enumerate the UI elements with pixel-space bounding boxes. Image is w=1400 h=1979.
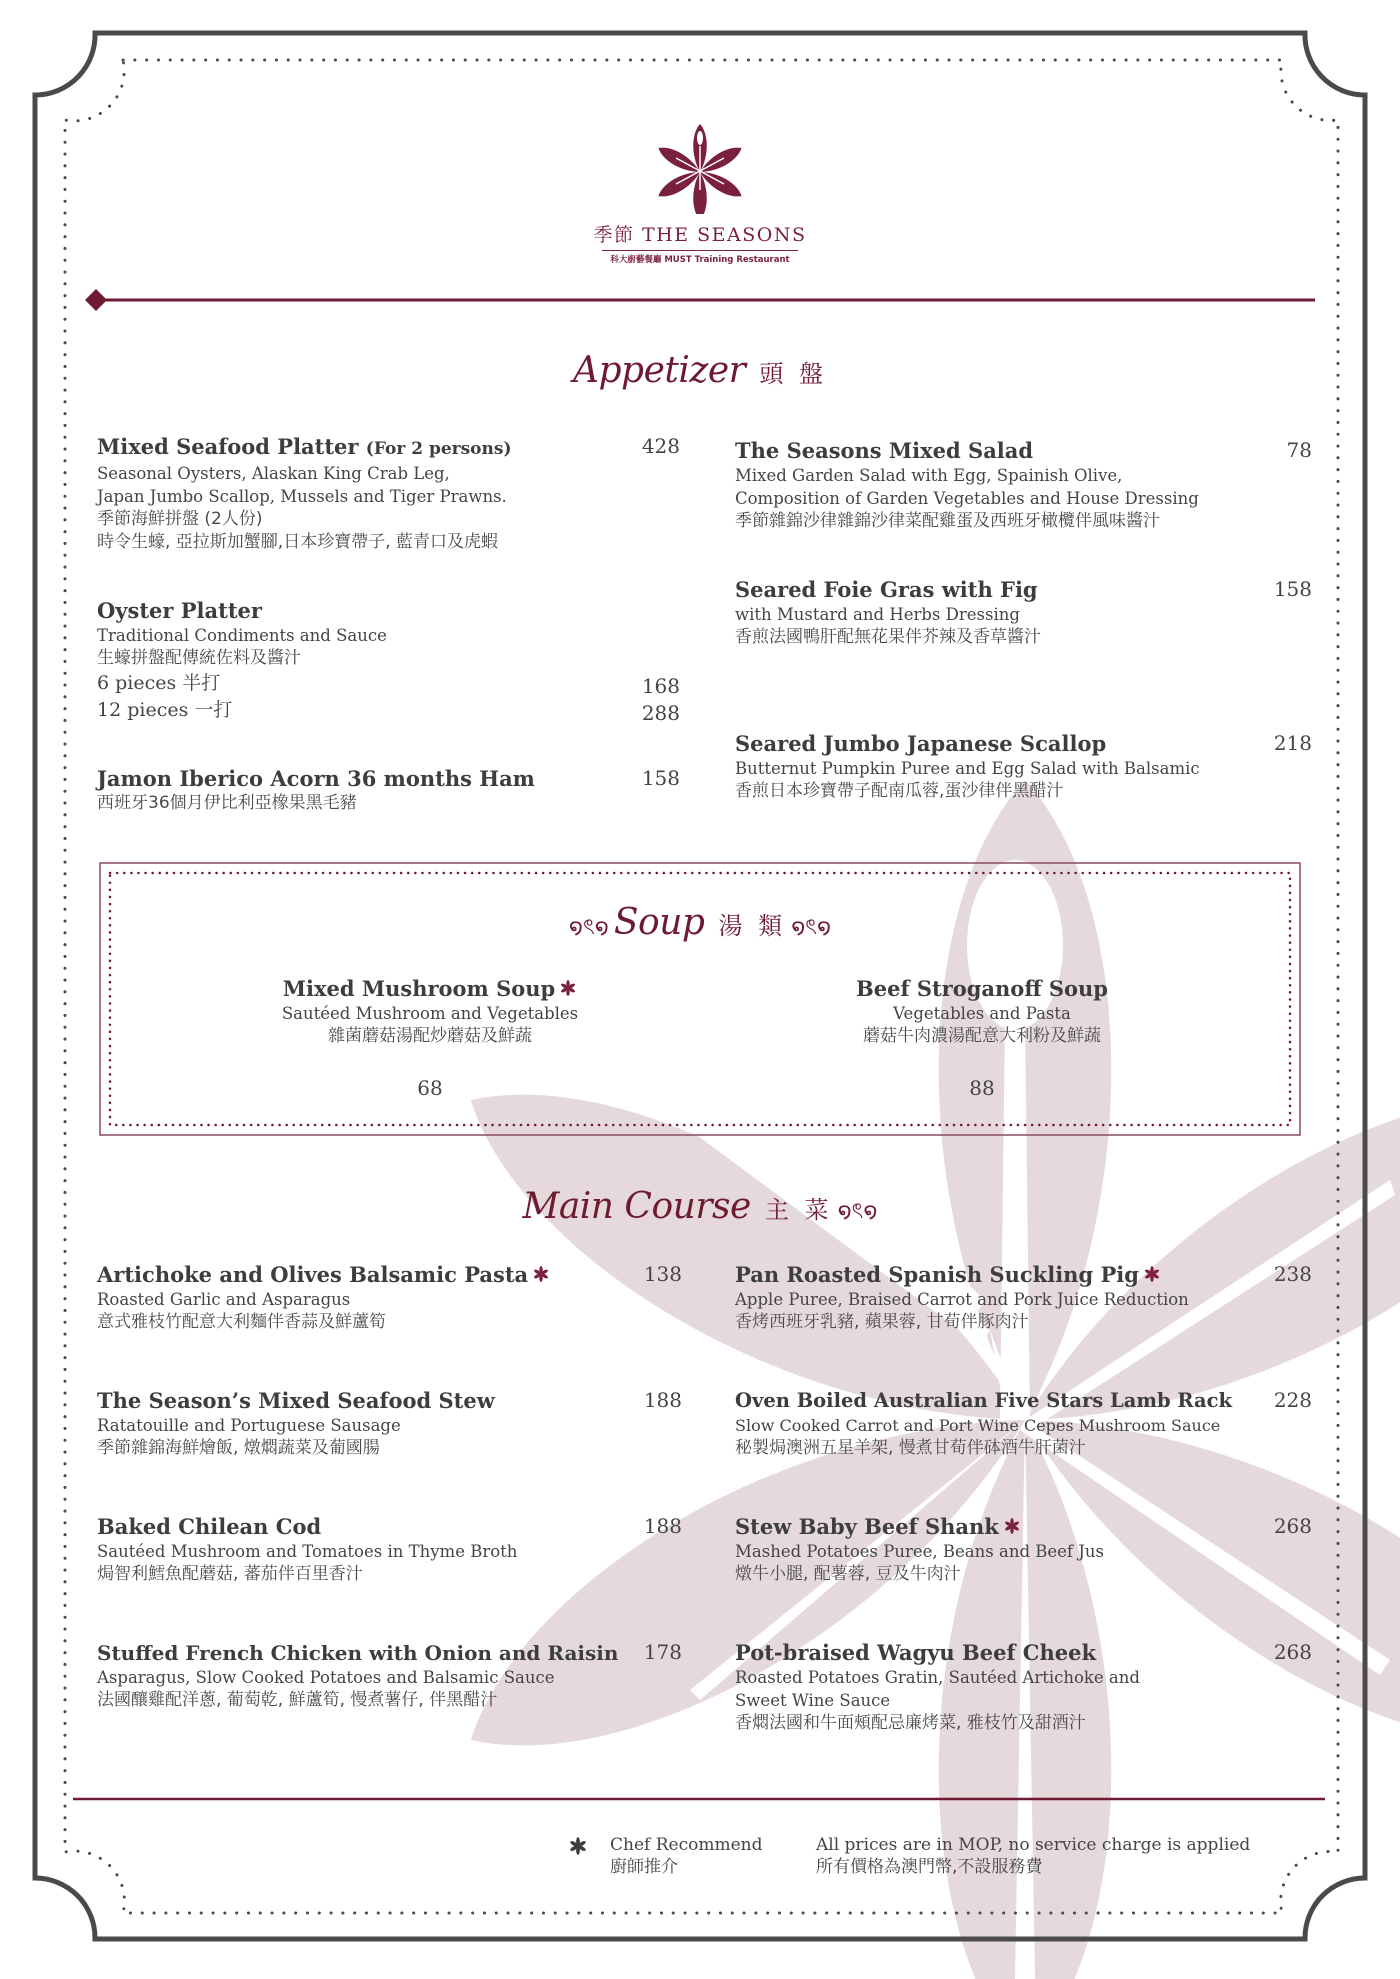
chef-recommend-icon	[532, 1265, 550, 1283]
chef-recommend-icon	[559, 979, 577, 997]
item-desc-zh: 香煎法國鴨肝配無花果伴芥辣及香草醬汁	[735, 627, 1041, 647]
menu-item-suckling-pig	[735, 1262, 1189, 1334]
item-price: 88	[969, 1076, 995, 1100]
item-desc: Sweet Wine Sauce	[735, 1691, 891, 1710]
item-name: Seared Foie Gras with Fig	[735, 577, 1038, 602]
item-name: Stew Baby Beef Shank	[735, 1514, 999, 1539]
item-desc: Ratatouille and Portuguese Sausage	[97, 1416, 401, 1435]
item-desc: Mixed Garden Salad with Egg, Spainish Olive,	[735, 466, 1123, 485]
item-price: 138	[643, 1262, 682, 1286]
item-desc: with Mustard and Herbs Dressing	[735, 605, 1020, 624]
item-price: 218	[1273, 731, 1312, 755]
menu-item-wagyu-beef-cheek	[735, 1640, 1140, 1735]
menu-item-seasons-mixed-salad	[735, 438, 1199, 533]
legend-label: Chef Recommend	[610, 1835, 763, 1855]
item-name: Baked Chilean Cod	[97, 1514, 322, 1539]
item-name: The Seasons Mixed Salad	[735, 438, 1034, 463]
appetizer-title-en: Appetizer	[573, 350, 746, 391]
item-name: The Season’s Mixed Seafood Stew	[97, 1388, 495, 1413]
item-name: Mixed Seafood Platter	[97, 434, 359, 459]
item-desc-zh: 意式雅枝竹配意大利麵伴香蒜及鮮蘆筍	[97, 1312, 386, 1332]
item-desc: Mashed Potatoes Puree, Beans and Beef Jus	[735, 1542, 1104, 1561]
logo-rule	[602, 250, 798, 251]
scroll-ornament-left-icon: ໑ৎ໑	[568, 915, 609, 940]
item-desc: Apple Puree, Braised Carrot and Pork Juice Reduction	[735, 1290, 1189, 1309]
menu-item-seared-jumbo-scallop	[735, 731, 1200, 803]
price-note-en: All prices are in MOP, no service charge is applied	[816, 1835, 1251, 1855]
item-name: Artichoke and Olives Balsamic Pasta	[97, 1262, 529, 1287]
item-desc: Traditional Condiments and Sauce	[97, 626, 387, 645]
item-price: 68	[417, 1076, 443, 1100]
item-desc: Roasted Garlic and Asparagus	[97, 1290, 351, 1309]
item-name: Oyster Platter	[97, 598, 262, 623]
menu-item-artichoke-pasta	[97, 1262, 550, 1334]
menu-item-mixed-seafood-stew	[97, 1388, 495, 1460]
menu-item-lamb-rack	[735, 1388, 1232, 1460]
item-name: Pot-braised Wagyu Beef Cheek	[735, 1640, 1097, 1665]
item-desc-zh: 焗智利鱈魚配蘑菇, 蕃茄伴百里香汁	[97, 1564, 363, 1584]
item-desc-zh: 生蠔拼盤配傳統佐料及醬汁	[97, 648, 301, 668]
item-desc: Japan Jumbo Scallop, Mussels and Tiger Prawns.	[97, 487, 507, 506]
item-option-price: 288	[641, 701, 680, 725]
item-desc: Asparagus, Slow Cooked Potatoes and Balsamic Sauce	[97, 1668, 555, 1687]
item-desc: Roasted Potatoes Gratin, Sautéed Artichoke and	[735, 1668, 1140, 1687]
scroll-ornament-right-icon: ໑ৎ໑	[791, 915, 832, 940]
menu-item-mixed-seafood-platter	[97, 434, 511, 554]
item-price: 178	[643, 1640, 682, 1664]
item-desc-zh: 蘑菇牛肉濃湯配意大利粉及鮮蔬	[863, 1026, 1101, 1046]
item-price: 188	[643, 1514, 682, 1538]
chef-recommend-legend-icon	[568, 1836, 588, 1856]
item-option: 6 pieces 半打	[97, 672, 221, 694]
item-desc: Sautéed Mushroom and Tomatoes in Thyme Broth	[97, 1542, 518, 1561]
menu-item-beef-stroganoff-soup	[762, 976, 1202, 1100]
item-price: 268	[1273, 1640, 1312, 1664]
chef-recommend-icon	[1143, 1265, 1161, 1283]
item-desc-zh: 季節雜錦沙律雜錦沙律菜配雞蛋及西班牙橄欖伴風味醬汁	[735, 511, 1160, 531]
menu-item-mixed-mushroom-soup	[210, 976, 650, 1100]
item-name: Stuffed French Chicken with Onion and Raisin	[97, 1641, 619, 1665]
chef-recommend-legend	[610, 1834, 762, 1878]
item-price: 158	[641, 766, 680, 790]
item-desc: Composition of Garden Vegetables and House Dressing	[735, 489, 1199, 508]
main-course-title-en: Main Course	[522, 1186, 751, 1227]
item-desc-zh: 香烤西班牙乳豬, 蘋果蓉, 甘荀伴豚肉汁	[735, 1312, 1029, 1332]
flower-logo-icon	[658, 118, 742, 214]
item-desc-zh: 秘製焗澳洲五星羊架, 慢煮甘荀伴砵酒牛肝菌汁	[735, 1438, 1086, 1458]
menu-item-baby-beef-shank	[735, 1514, 1104, 1586]
item-desc-zh: 西班牙36個月伊比利亞橡果黑毛豬	[97, 793, 357, 813]
item-desc: Vegetables and Pasta	[893, 1004, 1071, 1023]
soup-title-en: Soup	[613, 902, 705, 943]
item-desc-zh: 時令生蠔, 亞拉斯加蟹腳,日本珍寶帶子, 藍青口及虎蝦	[97, 532, 499, 552]
soup-title	[450, 902, 950, 947]
item-desc-zh: 法國釀雞配洋蔥, 葡萄乾, 鮮蘆筍, 慢煮薯仔, 伴黑醋汁	[97, 1690, 498, 1710]
item-desc-zh: 雜菌蘑菇湯配炒蘑菇及鮮蔬	[328, 1026, 532, 1046]
item-desc-zh: 燉牛小腿, 配薯蓉, 豆及牛肉汁	[735, 1564, 961, 1584]
item-desc: Sautéed Mushroom and Vegetables	[281, 1004, 579, 1023]
item-price: 238	[1273, 1262, 1312, 1286]
price-note-zh: 所有價格為澳門幣,不設服務費	[816, 1857, 1043, 1877]
item-desc: Butternut Pumpkin Puree and Egg Salad with Balsamic	[735, 759, 1200, 778]
item-price: 188	[643, 1388, 682, 1412]
item-desc-zh: 香煎日本珍寶帶子配南瓜蓉,蛋沙律伴黑醋汁	[735, 781, 1064, 801]
scroll-ornament-icon: ໑ৎ໑	[837, 1199, 878, 1224]
item-name: Mixed Mushroom Soup	[282, 976, 556, 1001]
menu-item-stuffed-french-chicken	[97, 1640, 618, 1712]
main-course-title-zh: 主 菜	[764, 1196, 833, 1224]
item-desc-zh: 季節海鮮拼盤 (2人份)	[97, 509, 263, 529]
item-desc-zh: 香燜法國和牛面頰配忌廉烤菜, 雅枝竹及甜酒汁	[735, 1713, 1086, 1733]
menu-item-seared-foie-gras	[735, 577, 1041, 649]
menu-item-baked-chilean-cod	[97, 1514, 517, 1586]
menu-item-oyster-platter	[97, 598, 387, 724]
logo-subtitle: 科大廚藝餐廳 MUST Training Restaurant	[610, 255, 790, 265]
restaurant-logo	[550, 118, 850, 265]
item-option-price: 168	[641, 674, 680, 698]
menu-item-jamon-iberico	[97, 766, 535, 815]
item-desc: Seasonal Oysters, Alaskan King Crab Leg,	[97, 464, 450, 483]
appetizer-title-zh: 頭 盤	[759, 360, 827, 388]
item-price: 268	[1273, 1514, 1312, 1538]
item-note: (For 2 persons)	[365, 439, 512, 459]
item-option: 12 pieces 一打	[97, 699, 233, 721]
item-name: Seared Jumbo Japanese Scallop	[735, 731, 1107, 756]
item-name: Beef Stroganoff Soup	[856, 976, 1108, 1001]
item-name: Jamon Iberico Acorn 36 months Ham	[97, 766, 535, 791]
item-name: Pan Roasted Spanish Suckling Pig	[735, 1262, 1139, 1287]
item-name: Oven Boiled Australian Five Stars Lamb Rack	[735, 1389, 1233, 1412]
item-price: 428	[641, 434, 680, 458]
soup-title-zh: 湯 類	[718, 912, 787, 940]
price-note	[816, 1834, 1250, 1878]
item-desc-zh: 季節雜錦海鮮燴飯, 燉燜蔬菜及葡國腸	[97, 1438, 380, 1458]
logo-title: 季節 THE SEASONS	[593, 224, 807, 246]
item-price: 78	[1286, 438, 1312, 462]
main-course-title	[400, 1186, 1000, 1231]
chef-recommend-icon	[1003, 1517, 1021, 1535]
item-price: 158	[1273, 577, 1312, 601]
appetizer-title	[400, 350, 1000, 391]
legend-label-zh: 廚師推介	[610, 1857, 678, 1877]
item-desc: Slow Cooked Carrot and Port Wine Cepes Mushroom Sauce	[735, 1416, 1221, 1435]
item-price: 228	[1273, 1388, 1312, 1412]
